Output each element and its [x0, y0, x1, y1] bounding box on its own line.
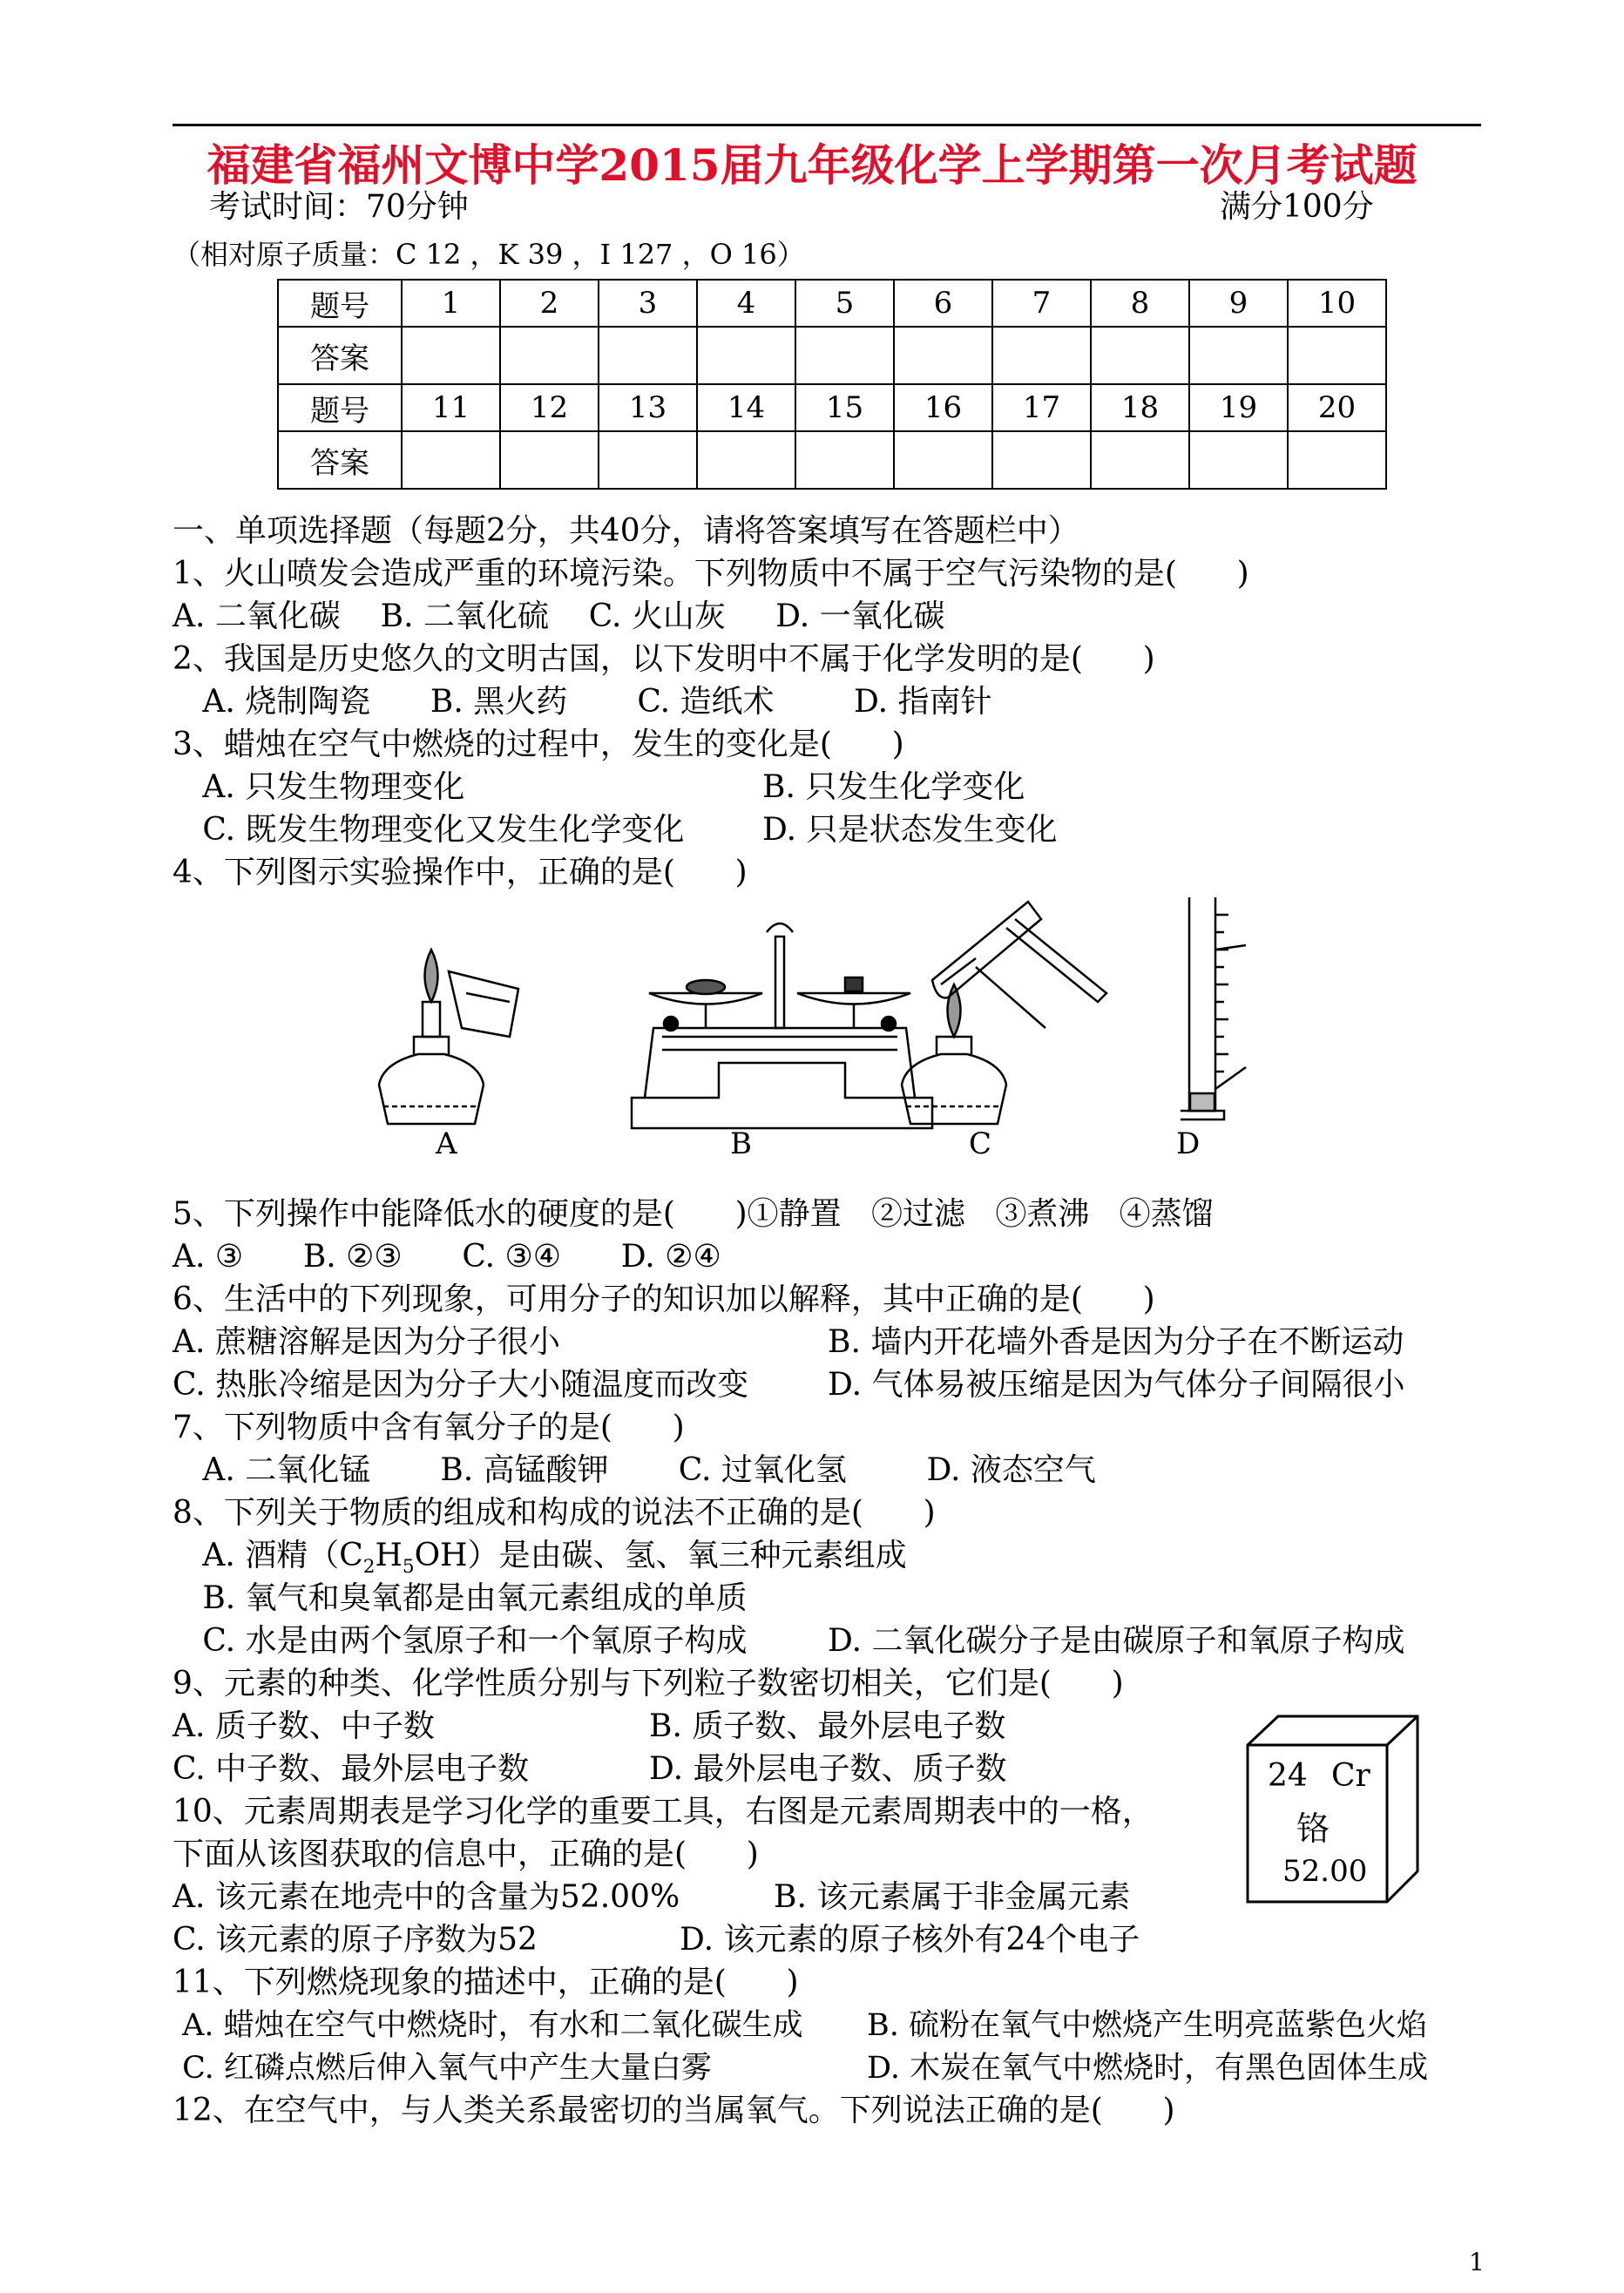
q-number: 20	[1288, 384, 1386, 431]
answer-cell[interactable]	[1091, 327, 1189, 384]
q8-a-mid: H	[375, 1538, 403, 1573]
atomic-masses: （相对原子质量：C 12 ，K 39 ，I 127 ，O 16）	[173, 238, 805, 271]
answer-cell[interactable]	[500, 327, 599, 384]
question-6-option-c: C. 热胀冷缩是因为分子大小随温度而改变	[173, 1367, 749, 1403]
answer-cell[interactable]	[1189, 327, 1288, 384]
figure-label-a: A	[436, 1126, 457, 1161]
ans-label: 答案	[278, 327, 402, 384]
element-mass: 52.00	[1282, 1854, 1368, 1889]
question-3-option-a: A. 只发生物理变化	[173, 769, 465, 805]
question-6: 6、生活中的下列现象，可用分子的知识加以解释，其中正确的是( )	[173, 1282, 1155, 1317]
answer-table	[277, 279, 1387, 490]
q-number: 6	[894, 280, 992, 327]
question-8-option-c: C. 水是由两个氢原子和一个氧原子构成	[173, 1623, 748, 1659]
question-11-option-a: A. 蜡烛在空气中燃烧时，有水和二氧化碳生成	[173, 2008, 803, 2043]
q-number: 18	[1091, 384, 1189, 431]
question-10-option-b: B. 该元素属于非金属元素	[774, 1879, 1131, 1915]
answer-table-row	[278, 327, 1386, 384]
question-10-stem: 下面从该图获取的信息中，正确的是( )	[173, 1836, 759, 1872]
question-5: 5、下列操作中能降低水的硬度的是( )①静置 ②过滤 ③煮沸 ④蒸馏	[173, 1196, 1214, 1232]
question-8: 8、下列关于物质的组成和构成的说法不正确的是( )	[173, 1495, 936, 1531]
question-8-option-b: B. 氧气和臭氧都是由氧元素组成的单质	[173, 1580, 748, 1616]
answer-table-row	[278, 384, 1386, 431]
answer-cell[interactable]	[795, 431, 894, 489]
question-4: 4、下列图示实验操作中，正确的是( )	[173, 855, 748, 890]
answer-cell[interactable]	[599, 327, 697, 384]
q-number: 13	[599, 384, 697, 431]
q-number: 3	[599, 280, 697, 327]
q-number: 4	[697, 280, 795, 327]
answer-cell[interactable]	[697, 431, 795, 489]
question-9-option-d: D. 最外层电子数、质子数	[649, 1751, 1007, 1787]
question-11-option-c: C. 红磷点燃后伸入氧气中产生大量白雾	[173, 2051, 712, 2086]
question-6-option-b: B. 墙内开花墙外香是因为分子在不断运动	[828, 1324, 1404, 1360]
question-1: 1、火山喷发会造成严重的环境污染。下列物质中不属于空气污染物的是( )	[173, 556, 1249, 592]
answer-cell[interactable]	[1189, 431, 1288, 489]
element-symbol: Cr	[1331, 1758, 1370, 1794]
q-number: 9	[1189, 280, 1288, 327]
full-score: 满分100分	[1220, 189, 1374, 225]
question-8-option-d: D. 二氧化碳分子是由碳原子和氧原子构成	[828, 1623, 1405, 1659]
question-3-option-b: B. 只发生化学变化	[762, 769, 1025, 805]
page-title: 福建省福州文博中学2015届九年级化学上学期第一次月考试题	[206, 139, 1418, 191]
question-9: 9、元素的种类、化学性质分别与下列粒子数密切相关，它们是( )	[173, 1666, 1124, 1701]
num-label: 题号	[278, 384, 402, 431]
q-number: 10	[1288, 280, 1386, 327]
answer-cell[interactable]	[894, 431, 992, 489]
answer-cell[interactable]	[795, 327, 894, 384]
q-number: 19	[1189, 384, 1288, 431]
exam-time: 考试时间：70分钟	[209, 189, 469, 225]
alcohol-lamp-lighting-icon	[379, 950, 518, 1124]
q8-a-post: OH）是由碳、氢、氧三种元素组成	[414, 1538, 907, 1573]
answer-cell[interactable]	[1288, 327, 1386, 384]
figure-label-b: B	[730, 1126, 752, 1161]
element-number: 24	[1268, 1758, 1308, 1794]
question-10: 10、元素周期表是学习化学的重要工具，右图是元素周期表中的一格，	[173, 1794, 1154, 1830]
figure-label-c: C	[969, 1126, 992, 1161]
question-11-option-b: B. 硫粉在氧气中燃烧产生明亮蓝紫色火焰	[867, 2008, 1427, 2043]
header-rule	[173, 124, 1481, 126]
q-number: 12	[500, 384, 599, 431]
balance-scale-icon	[632, 923, 932, 1128]
question-6-option-a: A. 蔗糖溶解是因为分子很小	[173, 1324, 560, 1360]
q-number: 5	[795, 280, 894, 327]
q-number: 1	[402, 280, 500, 327]
question-11-option-d: D. 木炭在氧气中燃烧时，有黑色固体生成	[867, 2051, 1429, 2086]
question-10-option-a: A. 该元素在地壳中的含量为52.00%	[173, 1879, 680, 1915]
question-10-option-c: C. 该元素的原子序数为52	[173, 1922, 538, 1958]
num-label: 题号	[278, 280, 402, 327]
answer-table-row	[278, 280, 1386, 327]
question-12: 12、在空气中，与人类关系最密切的当属氧气。下列说法正确的是( )	[173, 2093, 1175, 2128]
question-9-option-c: C. 中子数、最外层电子数	[173, 1751, 530, 1787]
q8-a-sub2: 5	[402, 1556, 415, 1579]
question-1-options: A. 二氧化碳 B. 二氧化硫 C. 火山灰 D. 一氧化碳	[173, 599, 945, 634]
question-2: 2、我国是历史悠久的文明古国，以下发明中不属于化学发明的是( )	[173, 641, 1155, 677]
q-number: 7	[992, 280, 1091, 327]
element-name: 铬	[1296, 1809, 1330, 1848]
answer-cell[interactable]	[992, 327, 1091, 384]
q8-a-pre: A. 酒精（C	[173, 1538, 363, 1573]
graduated-cylinder-icon	[1181, 897, 1246, 1119]
answer-cell[interactable]	[402, 327, 500, 384]
answer-cell[interactable]	[500, 431, 599, 489]
answer-cell[interactable]	[599, 431, 697, 489]
q8-a-sub1: 2	[362, 1556, 376, 1579]
lab-operations-figure	[366, 897, 1281, 1133]
figure-label-d: D	[1176, 1126, 1201, 1161]
question-9-option-b: B. 质子数、最外层电子数	[649, 1708, 1006, 1744]
question-5-options: A. ③ B. ②③ C. ③④ D. ②④	[173, 1239, 721, 1275]
test-tube-heating-icon	[902, 902, 1106, 1124]
question-7-options: A. 二氧化锰 B. 高锰酸钾 C. 过氧化氢 D. 液态空气	[173, 1452, 1096, 1488]
q-number: 15	[795, 384, 894, 431]
answer-cell[interactable]	[1091, 431, 1189, 489]
question-3-option-c: C. 既发生物理变化又发生化学变化	[173, 812, 685, 848]
question-11: 11、下列燃烧现象的描述中，正确的是( )	[173, 1965, 799, 2000]
q-number: 17	[992, 384, 1091, 431]
section-heading: 一、单项选择题（每题2分，共40分，请将答案填写在答题栏中）	[173, 513, 1079, 549]
question-10-option-d: D. 该元素的原子核外有24个电子	[680, 1922, 1140, 1958]
question-3: 3、蜡烛在空气中燃烧的过程中，发生的变化是( )	[173, 727, 904, 762]
question-7: 7、下列物质中含有氧分子的是( )	[173, 1410, 685, 1445]
q-number: 2	[500, 280, 599, 327]
q-number: 8	[1091, 280, 1189, 327]
q-number: 16	[894, 384, 992, 431]
answer-cell[interactable]	[992, 431, 1091, 489]
question-6-option-d: D. 气体易被压缩是因为气体分子间隔很小	[828, 1367, 1405, 1403]
ans-label: 答案	[278, 431, 402, 489]
question-3-option-d: D. 只是状态发生变化	[762, 812, 1058, 848]
answer-cell[interactable]	[1288, 431, 1386, 489]
question-9-option-a: A. 质子数、中子数	[173, 1708, 435, 1744]
answer-cell[interactable]	[697, 327, 795, 384]
q-number: 14	[697, 384, 795, 431]
answer-cell[interactable]	[402, 431, 500, 489]
q-number: 11	[402, 384, 500, 431]
answer-table-row	[278, 431, 1386, 489]
question-2-options: A. 烧制陶瓷 B. 黑火药 C. 造纸术 D. 指南针	[173, 684, 992, 720]
answer-cell[interactable]	[894, 327, 992, 384]
page-number: 1	[1469, 2248, 1485, 2276]
